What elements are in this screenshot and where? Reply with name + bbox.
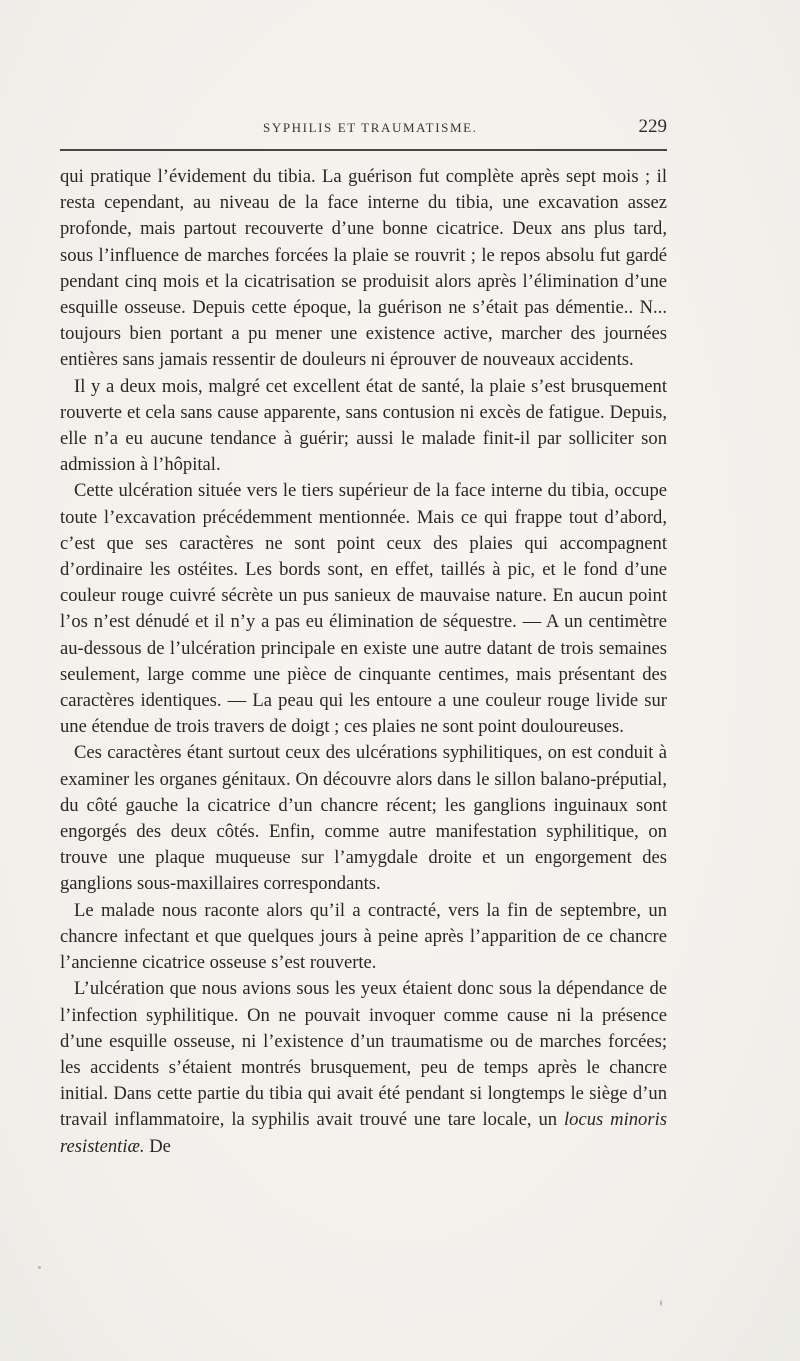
page-number: 229 [638,116,667,137]
paragraph-5-text: Le malade nous raconte alors qu’il a contracté, vers la fin de septembre, un chancre infectant et que quelques jours à peine après l’apparition de ce chancre l’ancienne cicatrice osseuse s’est rouverte. [60,899,667,974]
paragraph-1-text: qui pratique l’évidement du tibia. La guérison fut complète après sept mois ; il resta cependant, au niveau de la face interne du tibia, une excavation assez profonde, mais partout recouverte d’une bonne cicatrice. Deux ans plus tard, sous l’influence de marches forcées la plaie se rouvrit ; le repos absolu fut gardé pendant cinq mois et la cicatrisation se produisit alors après l’élimination d’une esquille osseuse. Depuis cette époque, la guérison ne s’était pas démentie.. N... toujours bien portant a pu mener une existence active, marcher des journées entières sans jamais ressentir de douleurs ni éprouver de nouveaux accidents. [60,166,667,371]
paragraph-2 [60,374,667,479]
paragraph-6-text: L’ulcération que nous avions sous les yeux étaient donc sous la dépendance de l’infection syphilitique. On ne pouvait invoquer comme cause ni la présence d’une esquille osseuse, ni l’existence d’un traumatisme ou de marches forcées; les accidents s’étaient montrés brusquement, peu de temps après le chancre initial. Dans cette partie du tibia qui avait été pendant si longtemps le siège d’un travail inflammatoire, la syphilis avait trouvé une tare locale, un [60,978,667,1131]
running-title: SYPHILIS ET TRAUMATISME. [263,120,478,135]
paragraph-3-text: Cette ulcération située vers le tiers supérieur de la face interne du tibia, occupe toute l’excavation précédemment mentionnée. Mais ce qui frappe tout d’abord, c’est que ses caractères ne sont point ceux des plaies qui accompagnent d’ordinaire les ostéites. Les bords sont, en effet, taillés à pic, et le fond d’une couleur rouge cuivré sécrète un pus sanieux de mauvaise nature. En aucun point l’os n’est dénudé et il n’y a pas eu élimination de séquestre. — A un centimètre au-dessous de l’ulcération principale en existe une autre datant de trois semaines seulement, large comme une pièce de cinquante centimes, mais présentant des caractères identiques. — La peau qui les entoure a une couleur rouge livide sur une étendue de trois travers de doigt ; ces plaies ne sont point douloureuses. [60,480,667,738]
latin-phrase: locus minoris resistentiæ. [60,1109,667,1157]
header-rule [60,149,667,151]
paragraph-2-text: Il y a deux mois, malgré cet excellent état de santé, la plaie s’est brusquement rouverte et cela sans cause apparente, sans contusion ni excès de fatigue. Depuis, elle n’a eu aucune tendance à guérir; aussi le malade finit-il par solliciter son admission à l’hôpital. [60,375,667,476]
running-header [75,118,667,142]
paragraph-5 [60,898,667,977]
paragraph-4-text: Ces caractères étant surtout ceux des ulcérations syphilitiques, on est conduit à examiner les organes génitaux. On découvre alors dans le sillon balano-préputial, du côté gauche la cicatrice d’un chancre récent; les ganglions inguinaux sont engorgés des deux côtés. Enfin, comme autre manifestation syphilitique, on trouve une plaque muqueuse sur l’amygdale droite et un engorgement des ganglions sous-maxillaires correspondants. [60,742,667,895]
body-text [60,164,667,1160]
paragraph-6 [60,976,667,1159]
paper-speck [660,1300,662,1306]
paragraph-4 [60,740,667,897]
paper-speck [38,1266,41,1269]
paragraph-3 [60,478,667,740]
paragraph-1 [60,164,667,374]
paragraph-6-tail: De [144,1135,171,1157]
